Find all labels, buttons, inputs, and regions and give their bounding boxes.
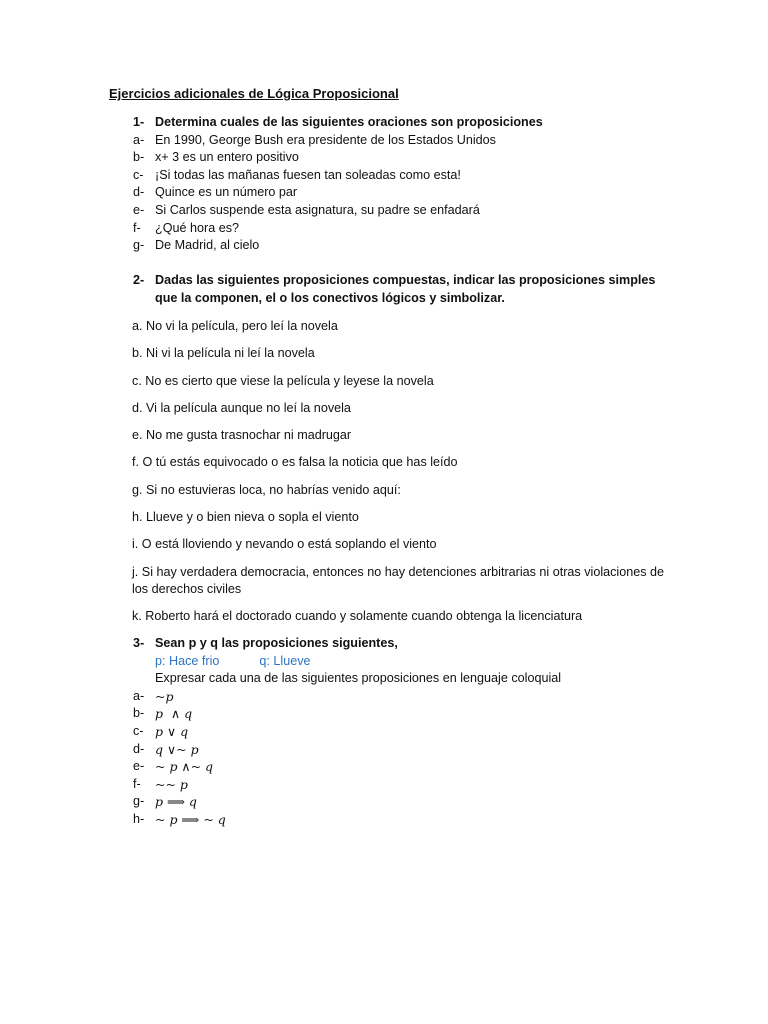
item-label: d- bbox=[133, 185, 145, 200]
item-text: Si Carlos suspende esta asignatura, su padre se enfadará bbox=[155, 202, 480, 217]
logic-expression: p ⟹ q bbox=[155, 794, 197, 810]
list-item bbox=[133, 723, 673, 741]
item-label: e- bbox=[133, 759, 145, 774]
list-item: g. Si no estuvieras loca, no habrías venido aquí: bbox=[132, 482, 401, 497]
list-item bbox=[133, 149, 673, 167]
logic-expression: p ∧ q bbox=[155, 706, 193, 722]
list-item: c. No es cierto que viese la película y leyese la novela bbox=[132, 373, 434, 388]
q-definition: q: Llueve bbox=[259, 653, 311, 668]
question-heading-text: Dadas las siguientes proposiciones compuestas, indicar las proposiciones simples que la componen, el o los conectivos lógicos y simbolizar. bbox=[155, 273, 656, 305]
list-item: b. Ni vi la película ni leí la novela bbox=[132, 346, 315, 361]
item-label: a- bbox=[133, 132, 145, 147]
logic-expression: ~ p ⟹ ~ q bbox=[155, 811, 226, 827]
question-number: 2- bbox=[133, 273, 145, 287]
list-item: a. No vi la película, pero leí la novela bbox=[132, 319, 338, 333]
question-2-list bbox=[132, 318, 672, 636]
item-label: b- bbox=[133, 150, 145, 165]
item-label: a- bbox=[133, 688, 145, 703]
list-item bbox=[133, 132, 673, 150]
item-text: ¿Qué hora es? bbox=[155, 220, 240, 235]
item-label: f- bbox=[133, 776, 141, 791]
item-label: f- bbox=[133, 220, 141, 235]
list-item bbox=[133, 705, 673, 723]
item-label: d- bbox=[133, 741, 145, 756]
question-2 bbox=[133, 272, 673, 307]
item-text: Quince es un número par bbox=[155, 185, 298, 200]
question-1 bbox=[133, 114, 673, 255]
item-label: c- bbox=[133, 723, 144, 738]
question-3-heading bbox=[133, 635, 673, 653]
list-item: e. No me gusta trasnochar ni madrugar bbox=[132, 428, 352, 443]
list-item bbox=[133, 688, 673, 706]
list-item bbox=[133, 184, 673, 202]
item-label: c- bbox=[133, 167, 144, 182]
item-label: b- bbox=[133, 706, 145, 721]
list-item: k. Roberto hará el doctorado cuando y solamente cuando obtenga la licenciatura bbox=[132, 609, 583, 624]
item-text: En 1990, George Bush era presidente de los Estados Unidos bbox=[155, 132, 496, 147]
list-item bbox=[133, 167, 673, 185]
logic-expression: q ∨~ p bbox=[155, 741, 199, 757]
instruction-text: Expresar cada una de las siguientes proposiciones en lenguaje coloquial bbox=[155, 671, 562, 686]
list-item: i. O está lloviendo y nevando o está soplando el viento bbox=[132, 537, 437, 552]
proposition-definitions bbox=[133, 653, 673, 671]
item-text: De Madrid, al cielo bbox=[155, 238, 260, 253]
logic-expression: ~ p ∧~ q bbox=[155, 759, 214, 775]
question-heading-text: Determina cuales de las siguientes oraciones son proposiciones bbox=[155, 115, 543, 129]
question-2-heading bbox=[133, 272, 673, 307]
question-number: 3- bbox=[133, 636, 145, 650]
list-item bbox=[133, 793, 673, 811]
list-item bbox=[133, 237, 673, 255]
list-item: j. Si hay verdadera democracia, entonces no hay detenciones arbitrarias ni otras violaciones de los derechos civiles bbox=[132, 564, 665, 597]
item-label: h- bbox=[133, 811, 145, 826]
list-item bbox=[133, 741, 673, 759]
item-label: g- bbox=[133, 238, 145, 253]
item-text: ¡Si todas las mañanas fuesen tan soleadas como esta! bbox=[155, 167, 461, 182]
list-item bbox=[133, 776, 673, 794]
item-text: x+ 3 es un entero positivo bbox=[155, 150, 299, 165]
p-definition: p: Hace frio bbox=[155, 653, 220, 668]
list-item bbox=[133, 220, 673, 238]
list-item: d. Vi la película aunque no leí la novela bbox=[132, 400, 351, 415]
list-item: h. Llueve y o bien nieva o sopla el viento bbox=[132, 509, 359, 524]
item-label: g- bbox=[133, 794, 145, 809]
logic-expression: p ∨ q bbox=[155, 723, 189, 739]
logic-expression: ~p bbox=[155, 688, 174, 704]
list-item bbox=[133, 811, 673, 829]
list-item bbox=[133, 758, 673, 776]
item-label: e- bbox=[133, 202, 145, 217]
page-title: Ejercicios adicionales de Lógica Proposicional bbox=[109, 86, 399, 101]
question-heading-text: Sean p y q las proposiciones siguientes, bbox=[155, 636, 398, 650]
logic-expression: ~~ p bbox=[155, 776, 188, 792]
list-item: f. O tú estás equivocado o es falsa la noticia que has leído bbox=[132, 455, 458, 470]
question-number: 1- bbox=[133, 115, 145, 129]
question-3 bbox=[133, 635, 673, 829]
list-item bbox=[133, 202, 673, 220]
question-1-heading bbox=[133, 114, 673, 132]
